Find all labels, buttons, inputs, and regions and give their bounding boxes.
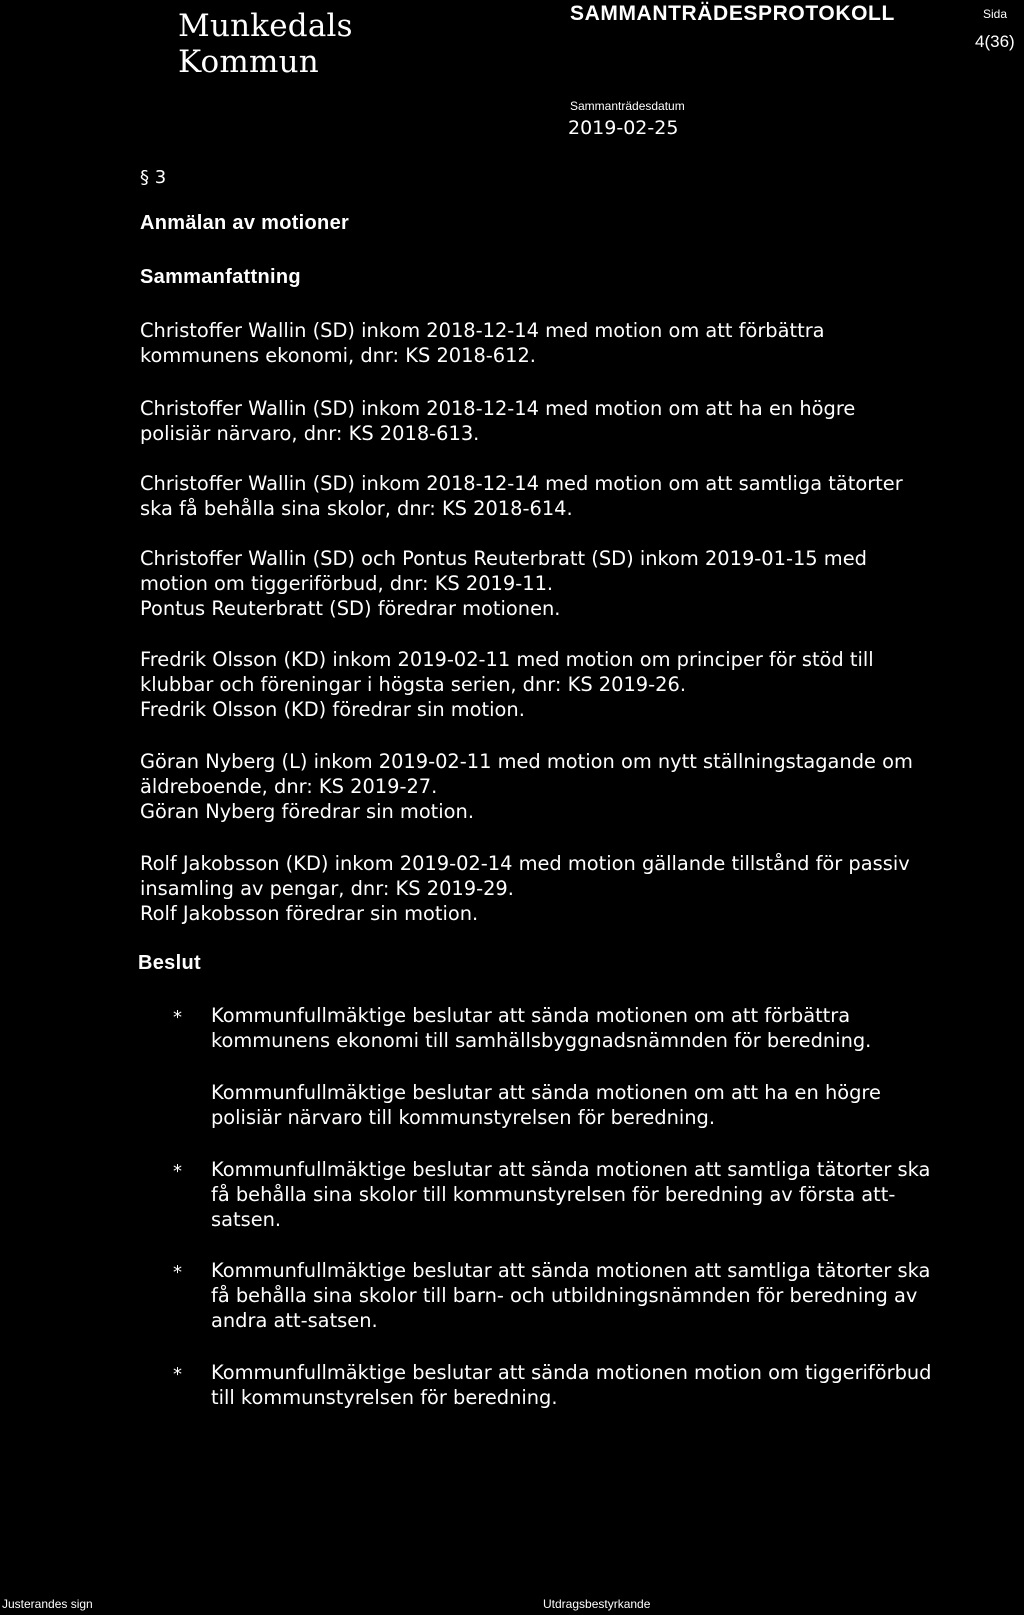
- decision-item: [211, 1258, 930, 1333]
- document-title: SAMMANTRÄDESPROTOKOLL: [570, 2, 895, 25]
- summary-heading: Sammanfattning: [140, 266, 301, 288]
- summary-paragraph: [140, 396, 855, 446]
- paragraph-line: Christoffer Wallin (SD) inkom 2018-12-14 med motion om att ha en högre: [140, 397, 856, 420]
- decision-bullet: *: [173, 1262, 182, 1283]
- summary-paragraph: [140, 471, 903, 521]
- municipality-logo: [178, 8, 353, 80]
- paragraph-line: Göran Nyberg (L) inkom 2019-02-11 med motion om nytt ställningstagande om: [140, 750, 913, 773]
- paragraph-line: äldreboende, dnr: KS 2019-27.: [140, 775, 438, 798]
- footer-initials-label: Justerandes sign: [2, 1597, 93, 1611]
- paragraph-line: Christoffer Wallin (SD) inkom 2018-12-14 med motion om att förbättra: [140, 319, 825, 342]
- decision-item: [211, 1080, 881, 1130]
- summary-paragraph: [140, 851, 910, 926]
- paragraph-line: klubbar och föreningar i högsta serien, dnr: KS 2019-26.: [140, 673, 686, 696]
- decision-line: Kommunfullmäktige beslutar att sända motionen att samtliga tätorter ska: [211, 1158, 931, 1181]
- decision-line: Kommunfullmäktige beslutar att sända motionen att samtliga tätorter ska: [211, 1259, 931, 1282]
- decision-bullet: *: [173, 1007, 182, 1028]
- decision-line: få behålla sina skolor till kommunstyrelsen för beredning av första att-: [211, 1183, 896, 1206]
- paragraph-line: Rolf Jakobsson (KD) inkom 2019-02-14 med motion gällande tillstånd för passiv: [140, 852, 910, 875]
- summary-paragraph: [140, 749, 913, 824]
- decision-line: Kommunfullmäktige beslutar att sända motionen om att förbättra: [211, 1004, 851, 1027]
- summary-paragraph: [140, 647, 874, 722]
- decision-heading: Beslut: [138, 952, 201, 974]
- decision-item: [211, 1360, 932, 1410]
- meeting-date-label: Sammanträdesdatum: [570, 99, 685, 113]
- paragraph-line: kommunens ekonomi, dnr: KS 2018-612.: [140, 344, 536, 367]
- decision-line: andra att-satsen.: [211, 1309, 378, 1332]
- decision-bullet: *: [173, 1161, 182, 1182]
- paragraph-line: Fredrik Olsson (KD) inkom 2019-02-11 med motion om principer för stöd till: [140, 648, 874, 671]
- decision-line: Kommunfullmäktige beslutar att sända motionen motion om tiggeriförbud: [211, 1361, 932, 1384]
- decision-line: till kommunstyrelsen för beredning.: [211, 1386, 558, 1409]
- summary-paragraph: [140, 546, 867, 621]
- paragraph-line: Göran Nyberg föredrar sin motion.: [140, 800, 474, 823]
- decision-line: satsen.: [211, 1208, 282, 1231]
- decision-item: [211, 1157, 930, 1232]
- paragraph-line: polisiär närvaro, dnr: KS 2018-613.: [140, 422, 480, 445]
- paragraph-line: Fredrik Olsson (KD) föredrar sin motion.: [140, 698, 525, 721]
- footer-extract-certification-label: Utdragsbestyrkande: [543, 1597, 651, 1611]
- section-number: § 3: [140, 167, 167, 188]
- meeting-date: 2019-02-25: [568, 117, 679, 139]
- municipality-name-line1: Munkedals: [178, 8, 353, 44]
- summary-paragraph: [140, 318, 825, 368]
- decision-line: få behålla sina skolor till barn- och utbildningsnämnden för beredning av: [211, 1284, 918, 1307]
- paragraph-line: Rolf Jakobsson föredrar sin motion.: [140, 902, 479, 925]
- decision-bullet: *: [173, 1364, 182, 1385]
- decision-item: [211, 1003, 871, 1053]
- municipality-name-line2: Kommun: [178, 44, 319, 80]
- paragraph-line: Pontus Reuterbratt (SD) föredrar motionen.: [140, 597, 561, 620]
- section-title: Anmälan av motioner: [140, 212, 350, 234]
- paragraph-line: Christoffer Wallin (SD) och Pontus Reuterbratt (SD) inkom 2019-01-15 med: [140, 547, 867, 570]
- paragraph-line: ska få behålla sina skolor, dnr: KS 2018-614.: [140, 497, 573, 520]
- paragraph-line: motion om tiggeriförbud, dnr: KS 2019-11.: [140, 572, 554, 595]
- decision-line: kommunens ekonomi till samhällsbyggnadsnämnden för beredning.: [211, 1029, 872, 1052]
- page-label: Sida: [983, 7, 1008, 21]
- page-number: 4(36): [975, 32, 1015, 51]
- decision-line: Kommunfullmäktige beslutar att sända motionen om att ha en högre: [211, 1081, 881, 1104]
- decision-line: polisiär närvaro till kommunstyrelsen för beredning.: [211, 1106, 716, 1129]
- paragraph-line: insamling av pengar, dnr: KS 2019-29.: [140, 877, 514, 900]
- paragraph-line: Christoffer Wallin (SD) inkom 2018-12-14 med motion om att samtliga tätorter: [140, 472, 903, 495]
